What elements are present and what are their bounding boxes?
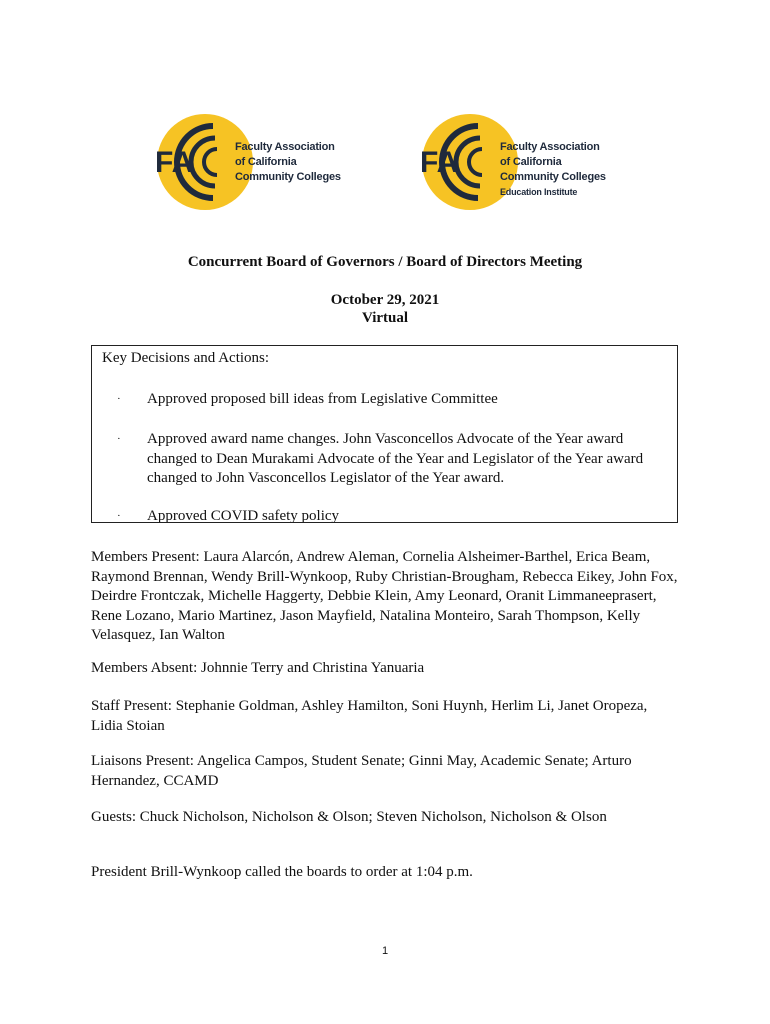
logo-fa-text: FA (420, 146, 459, 179)
bullet-icon: · (117, 433, 121, 445)
page-number: 1 (381, 945, 389, 957)
logo-line-1: Faculty Association (235, 141, 335, 153)
key-decisions-heading: Key Decisions and Actions: (102, 350, 270, 366)
key-decision-text: Approved proposed bill ideas from Legislative Committee (147, 391, 498, 407)
key-decision-item (117, 390, 667, 410)
key-decisions-box (91, 345, 678, 523)
logo-line-2: of California (500, 156, 562, 168)
members-absent: Members Absent: Johnnie Terry and Christina Yanuaria (91, 660, 425, 676)
key-decision-text: Approved award name changes. John Vasconcellos Advocate of the Year award changed to Dean Murakami Advocate of the Year and Legislator of the Year award changed to John Vasconcellos Legislator of the Year award. (147, 431, 644, 486)
bullet-icon: · (117, 510, 121, 522)
call-to-order: President Brill-Wynkoop called the boards to order at 1:04 p.m. (91, 864, 473, 880)
logo-line-3: Community Colleges (235, 171, 341, 183)
facc-education-institute-logo (420, 112, 630, 212)
logo-line-3: Community Colleges (500, 171, 606, 183)
logo-subtitle: Education Institute (500, 187, 578, 197)
key-decision-item (117, 430, 667, 489)
liaisons-present: Liaisons Present: Angelica Campos, Student Senate; Ginni May, Academic Senate; Arturo Hernandez, CCAMD (91, 753, 632, 789)
meeting-date: October 29, 2021 (330, 292, 440, 308)
facc-logo (155, 112, 365, 212)
meeting-venue: Virtual (361, 310, 409, 326)
members-present: Members Present: Laura Alarcón, Andrew Aleman, Cornelia Alsheimer-Barthel, Erica Beam, Raymond Brennan, Wendy Brill-Wynkoop, Ruby Christian-Brougham, Rebecca Eikey, John Fox, Deirdre Frontczak, Michelle Haggerty, Debbie Klein, Amy Leonard, Oranit Limmaneeprasert, Rene Lozano, Mario Martinez, Jason Mayfield, Natalina Monteiro, Sarah Thompson, Kelly Velasquez, Ian Walton (91, 549, 678, 643)
staff-present: Staff Present: Stephanie Goldman, Ashley Hamilton, Soni Huynh, Herlim Li, Janet Oropeza, Lidia Stoian (91, 698, 648, 734)
logo-fa-text: FA (155, 146, 194, 179)
key-decision-text: Approved COVID safety policy (147, 508, 340, 523)
key-decision-item (117, 507, 667, 523)
bullet-icon: · (117, 393, 121, 405)
meeting-title: Concurrent Board of Governors / Board of Directors Meeting (187, 254, 583, 270)
logo-line-2: of California (235, 156, 297, 168)
guests: Guests: Chuck Nicholson, Nicholson & Olson; Steven Nicholson, Nicholson & Olson (91, 809, 607, 825)
logo-line-1: Faculty Association (500, 141, 600, 153)
